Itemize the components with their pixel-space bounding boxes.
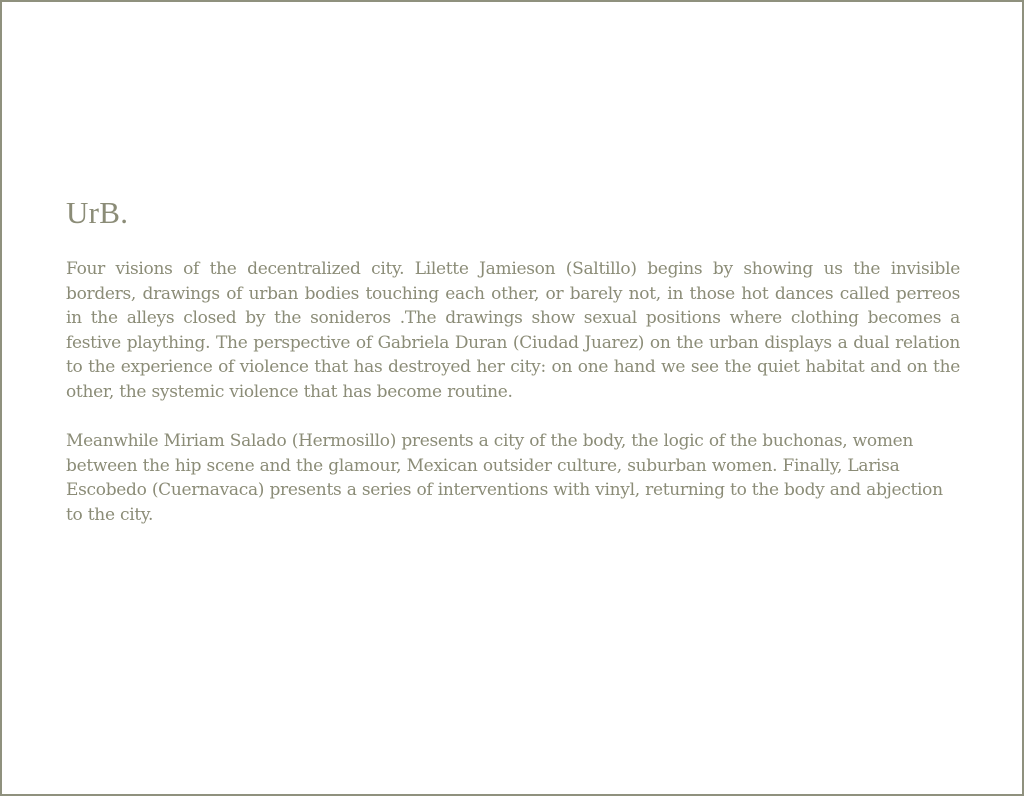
document-body — [66, 195, 960, 528]
paragraph-closing: Meanwhile Miriam Salado (Hermosillo) presents a city of the body, the logic of the buchonas, women between the hip scene and the glamour, Mexican outsider culture, suburban women. Finally, Larisa Escobedo (Cuernavaca) presents a series of interventions with vinyl, returning to the body and abjection to the city. — [66, 431, 943, 525]
document-title: UrB. — [66, 195, 129, 230]
paragraph-intro: Four visions of the decentralized city. Lilette Jamieson (Saltillo) begins by showing us the invisible borders, drawings of urban bodies touching each other, or barely not, in those hot dances called perreos in the alleys closed by the sonideros .The drawings show sexual positions where clothing becomes a festive plaything. The perspective of Gabriela Duran (Ciudad Juarez) on the urban displays a dual relation to the experience of violence that has destroyed her city: on one hand we see the quiet habitat and on the other, the systemic violence that has become routine. — [66, 259, 960, 402]
